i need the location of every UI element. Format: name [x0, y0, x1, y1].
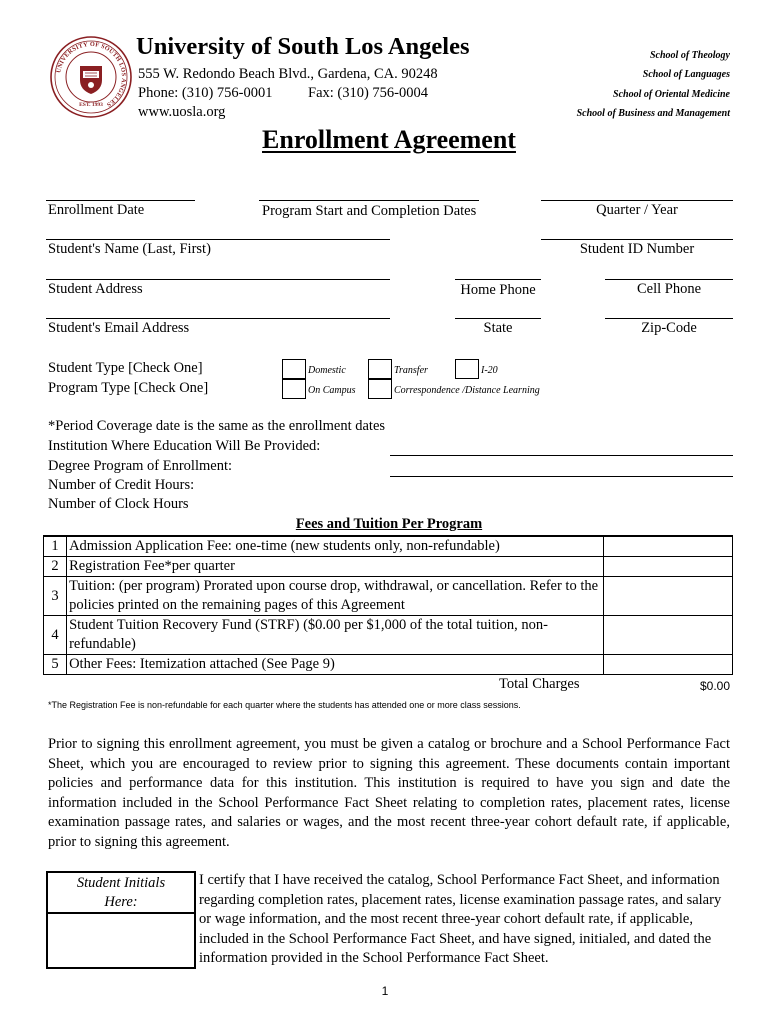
student-id-label: Student ID Number	[579, 241, 695, 257]
student-address-line[interactable]	[46, 279, 390, 280]
table-row	[44, 577, 733, 616]
fee-row-description: Registration Fee*per quarter	[67, 557, 604, 577]
fee-row-number: 5	[44, 655, 67, 675]
enrollment-date-label: Enrollment Date	[48, 202, 145, 218]
student-name-label: Student's Name (Last, First)	[48, 241, 211, 257]
on-campus-option-label: On Campus	[308, 385, 356, 396]
student-type-label: Student Type [Check One]	[48, 360, 203, 376]
program-dates-line[interactable]	[259, 200, 479, 201]
zip-label: Zip-Code	[641, 320, 697, 336]
home-phone-line[interactable]	[455, 279, 541, 280]
domestic-checkbox[interactable]	[282, 359, 306, 379]
certification-text: I certify that I have received the catalog, School Performance Fact Sheet, and information regarding completion rates, placement rates, license examination passage rates, and salary or wage information, and the most recent three-year cohort default rate, if applicable, included in the School Performance Fact Sheet, and have signed, initialed, and dated the information provided in the School Performance Fact Sheet.	[199, 872, 722, 967]
clock-hours-label: Number of Clock Hours	[48, 496, 189, 512]
fee-row-description: Tuition: (per program) Prorated upon course drop, withdrawal, or cancellation. Refer to the policies printed on the remaining pages of this Agreement	[67, 577, 604, 616]
fee-row-number: 3	[44, 577, 67, 616]
university-name: University of South Los Angeles	[136, 33, 470, 60]
on-campus-checkbox[interactable]	[282, 379, 306, 399]
school-business: School of Business and Management	[576, 108, 730, 119]
table-row	[44, 655, 733, 675]
enrollment-date-line[interactable]	[46, 200, 195, 201]
distance-learning-option-label: Correspondence /Distance Learning	[394, 385, 540, 396]
fee-amount-cell[interactable]	[603, 557, 732, 577]
initials-label-line2: Here:	[104, 894, 138, 910]
disclosure-paragraph: Prior to signing this enrollment agreement, you must be given a catalog or brochure and a School Performance Fact Sheet, which you are encouraged to review prior to signing this agreement. These documents contain important policies and performance data for this institution. This institution is required to have you sign and date the information included in the School Performance Fact Sheet relating to completion rates, placement rates, license examination passage rates, and salaries or wages, and the most recent three-year cohort default rate, if applicable, prior to signing this agreement.	[48, 736, 730, 850]
cell-phone-line[interactable]	[605, 279, 733, 280]
university-address: 555 W. Redondo Beach Blvd., Gardena, CA. 90248	[138, 66, 438, 82]
fee-amount-cell[interactable]	[603, 655, 732, 675]
distance-learning-checkbox[interactable]	[368, 379, 392, 399]
fee-row-number: 4	[44, 616, 67, 655]
table-row	[44, 536, 733, 557]
quarter-year-label: Quarter / Year	[596, 202, 678, 218]
cell-phone-label: Cell Phone	[636, 281, 702, 297]
fee-row-description: Student Tuition Recovery Fund (STRF) ($0.00 per $1,000 of the total tuition, non-refundable)	[67, 616, 604, 655]
i20-checkbox[interactable]	[455, 359, 479, 379]
quarter-year-line[interactable]	[541, 200, 733, 201]
home-phone-label: Home Phone	[460, 282, 536, 298]
student-id-line[interactable]	[541, 239, 733, 240]
svg-text:UNIVERSITY OF SOUTH LOS ANGELE: UNIVERSITY OF SOUTH LOS ANGELES	[55, 40, 128, 109]
email-line[interactable]	[46, 318, 390, 319]
school-theology: School of Theology	[650, 50, 730, 61]
student-name-line[interactable]	[46, 239, 390, 240]
page-title: Enrollment Agreement	[262, 125, 516, 154]
i20-option-label: I-20	[481, 365, 498, 376]
program-dates-label: Program Start and Completion Dates	[262, 203, 477, 219]
university-fax: Fax: (310) 756-0004	[308, 85, 429, 101]
student-address-label: Student Address	[48, 281, 143, 297]
total-charges-value: $0.00	[699, 679, 730, 693]
seal-est-text: EST. 1993	[79, 102, 103, 108]
fee-row-description: Admission Application Fee: one-time (new students only, non-refundable)	[67, 536, 604, 557]
email-label: Student's Email Address	[48, 320, 190, 336]
initials-label-line1: Student Initials	[76, 875, 166, 891]
institution-label: Institution Where Education Will Be Provided:	[48, 438, 321, 454]
degree-program-line[interactable]	[390, 476, 733, 477]
fee-row-number: 1	[44, 536, 67, 557]
fee-row-number: 2	[44, 557, 67, 577]
university-seal-logo	[50, 36, 132, 118]
institution-line[interactable]	[390, 455, 733, 456]
program-type-label: Program Type [Check One]	[48, 380, 209, 396]
credit-hours-label: Number of Credit Hours:	[48, 477, 195, 493]
total-charges-label: Total Charges	[499, 676, 580, 692]
fee-amount-cell[interactable]	[603, 616, 732, 655]
fee-amount-cell[interactable]	[603, 577, 732, 616]
university-website: www.uosla.org	[138, 104, 226, 120]
registration-footnote: *The Registration Fee is non-refundable for each quarter where the students has attended one or more class sessions.	[48, 700, 521, 710]
state-label: State	[483, 320, 513, 336]
student-initials-label	[48, 874, 194, 912]
fees-heading: Fees and Tuition Per Program	[295, 516, 483, 532]
state-line[interactable]	[455, 318, 541, 319]
zip-line[interactable]	[605, 318, 733, 319]
table-row	[44, 557, 733, 577]
school-languages: School of Languages	[642, 69, 730, 80]
university-phone: Phone: (310) 756-0001	[138, 85, 273, 101]
fees-table	[43, 535, 733, 675]
page-number: 1	[381, 984, 389, 998]
domestic-option-label: Domestic	[308, 365, 346, 376]
fee-row-description: Other Fees: Itemization attached (See Page 9)	[67, 655, 604, 675]
period-note: *Period Coverage date is the same as the enrollment dates	[48, 418, 386, 434]
transfer-option-label: Transfer	[394, 365, 428, 376]
initials-divider	[48, 912, 194, 914]
table-row	[44, 616, 733, 655]
school-oriental-medicine: School of Oriental Medicine	[613, 89, 730, 100]
fee-amount-cell[interactable]	[603, 536, 732, 557]
transfer-checkbox[interactable]	[368, 359, 392, 379]
degree-program-label: Degree Program of Enrollment:	[48, 458, 233, 474]
